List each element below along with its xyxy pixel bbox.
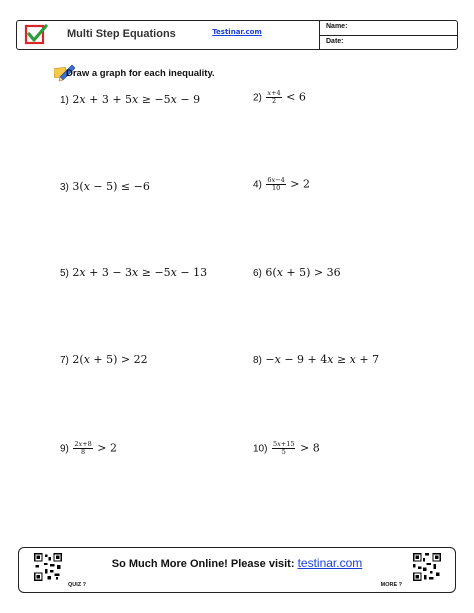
quiz-label: QUIZ ? bbox=[68, 582, 87, 588]
problem-number: 5) bbox=[60, 268, 69, 279]
instruction-row bbox=[54, 62, 334, 82]
fraction bbox=[266, 90, 281, 105]
fraction-denominator: 5 bbox=[281, 447, 286, 456]
problem-8 bbox=[253, 353, 379, 366]
fraction-denominator: 2 bbox=[271, 96, 277, 105]
fraction bbox=[272, 441, 296, 456]
fraction bbox=[266, 177, 285, 192]
problem-3 bbox=[60, 180, 150, 193]
problem-expression: > 2 bbox=[290, 177, 311, 191]
testinar-link[interactable]: testinar.com bbox=[297, 556, 363, 570]
problem-expression: 3(𝑥 − 5) ≤ −6 bbox=[72, 180, 150, 193]
problem-expression: > 8 bbox=[299, 441, 320, 455]
problem-6 bbox=[253, 266, 341, 279]
problem-2 bbox=[253, 90, 306, 105]
problem-5 bbox=[60, 266, 207, 279]
checkmark-logo-icon bbox=[24, 23, 48, 47]
fraction-denominator: 10 bbox=[271, 183, 281, 192]
more-label: MORE ? bbox=[380, 582, 402, 588]
problem-expression: 6(𝑥 + 5) > 36 bbox=[265, 266, 341, 279]
problem-expression: 2𝑥 + 3 − 3𝑥 ≥ −5𝑥 − 13 bbox=[72, 266, 208, 279]
name-field[interactable]: Name: bbox=[326, 23, 348, 30]
problem-expression: 2(𝑥 + 5) > 22 bbox=[72, 353, 148, 366]
problem-expression: −𝑥 − 9 + 4𝑥 ≥ 𝑥 + 7 bbox=[265, 353, 380, 366]
problem-number: 3) bbox=[60, 182, 69, 193]
problem-number: 2) bbox=[253, 92, 262, 104]
problem-7 bbox=[60, 353, 148, 366]
problem-number: 10) bbox=[253, 443, 268, 455]
problem-number: 4) bbox=[253, 179, 262, 191]
problem-number: 6) bbox=[253, 268, 262, 279]
promo-message: So Much More Online! Please visit: bbox=[111, 558, 295, 570]
fraction-numerator: 6𝑥−4 bbox=[267, 176, 285, 184]
problem-expression: < 6 bbox=[286, 90, 306, 104]
problem-expression: > 2 bbox=[97, 441, 118, 455]
worksheet-header bbox=[16, 20, 458, 50]
problem-4 bbox=[253, 177, 310, 192]
problem-number: 1) bbox=[60, 95, 69, 106]
brand-link[interactable]: Testinar.com bbox=[212, 28, 262, 36]
promo-text bbox=[19, 556, 455, 570]
worksheet-title: Multi Step Equations bbox=[67, 28, 176, 40]
date-field[interactable]: Date: bbox=[320, 35, 457, 49]
qr-code-icon[interactable] bbox=[412, 552, 442, 582]
footer-banner bbox=[18, 547, 456, 593]
problem-number: 9) bbox=[60, 443, 69, 455]
problem-9 bbox=[60, 441, 117, 456]
fraction-numerator: 2𝑥+8 bbox=[74, 440, 92, 448]
fraction-numerator: 5𝑥+15 bbox=[272, 440, 295, 448]
problem-expression: 2𝑥 + 3 + 5𝑥 ≥ −5𝑥 − 9 bbox=[72, 93, 201, 106]
problem-10 bbox=[253, 441, 320, 456]
name-date-box bbox=[319, 21, 457, 49]
fraction-denominator: 8 bbox=[81, 447, 86, 456]
instruction-text: Draw a graph for each inequality. bbox=[66, 68, 215, 79]
problem-number: 8) bbox=[253, 355, 262, 366]
fraction bbox=[73, 441, 92, 456]
problem-1 bbox=[60, 93, 200, 106]
fraction-numerator: 𝑥+4 bbox=[267, 89, 281, 97]
problem-number: 7) bbox=[60, 355, 69, 366]
